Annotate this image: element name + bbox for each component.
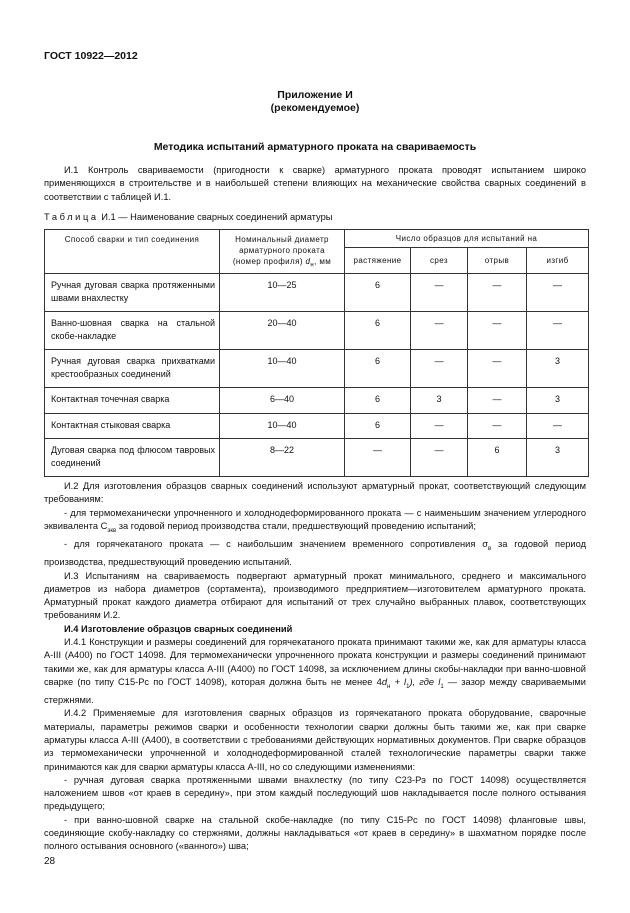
row-diameter: 10—40: [220, 414, 345, 439]
row-method: Контактная стыковая сварка: [45, 414, 220, 439]
table-row: [45, 388, 589, 414]
row-diameter: 8—22: [220, 439, 345, 477]
header-pullout: отрыв: [468, 248, 527, 274]
row-shear: —: [411, 312, 468, 350]
header-diameter: Номинальный диаметр арматурного проката (номер профиля) $d_н$, мм: [220, 230, 345, 274]
row-bend: 3: [527, 439, 589, 477]
body-text: [44, 480, 586, 854]
appendix-subtitle: (рекомендуемое): [270, 102, 360, 114]
table-row: [45, 274, 589, 312]
paragraph-i2-item2: - для горячекатаного проката — с наибольшим значением временного сопротивления $\sigma_в$ за годовой период производства, предшествующий проведению испытаний.: [44, 539, 587, 568]
row-bend: 3: [527, 388, 589, 414]
row-tension: 6: [345, 414, 411, 439]
row-pullout: —: [468, 350, 527, 388]
header-sample-count: Число образцов для испытаний на: [345, 230, 589, 248]
row-bend: —: [527, 312, 589, 350]
paragraph-i2-item1: - для термомеханически упрочненного и холоднодеформированного проката — с наименьшим значением углеродного эквивалента $С_{экв}$ за годовой период производства стали, предшествующий проведению испытаний;: [44, 507, 586, 534]
row-tension: —: [345, 439, 411, 477]
paragraph-i2: И.2 Для изготовления образцов сварных соединений используют арматурный прокат, соответствующий следующим требованиям:: [44, 481, 586, 505]
table-caption-text: И.1 — Наименование сварных соединений арматуры: [101, 212, 333, 222]
table-row: [45, 439, 589, 477]
row-diameter: 10—40: [220, 350, 345, 388]
paragraph-i42: И.4.2 Применяемые для изготовления сварных образцов из горячекатаного проката оборудование, сварочные материалы, параметры режимов сварки и особенности технологии сварки должны быть такими же, как при сварке арматуры класса А-III (А400), в соответствии с требованиями действующих нормативных документов. При сварке образцов из термомеханически упрочненной и холоднодеформированной сталей технологические параметры сварки также принимаются как для сварки арматуры класса А-III, но со следующими изменениями:: [44, 708, 586, 772]
row-pullout: 6: [468, 439, 527, 477]
appendix-title: Приложение И: [277, 89, 353, 101]
row-shear: —: [411, 414, 468, 439]
row-method: Ручная дуговая сварка протяженными швами внахлестку: [45, 274, 220, 312]
row-bend: —: [527, 274, 589, 312]
row-pullout: —: [468, 274, 527, 312]
paragraph-i3: И.3 Испытаниям на свариваемость подвергают арматурный прокат минимального, среднего и максимального диаметров из набора диаметров (сортамента), производимого предприятием—изготовителем арматурного проката. Арматурный прокат каждого диаметра отбирают для испытаний от трех случайно выбранных плавок, соответствующих требованиям И.2.: [44, 570, 586, 621]
row-diameter: 6—40: [220, 388, 345, 414]
page-number: 28: [44, 856, 56, 867]
paragraph-i41: И.4.1 Конструкции и размеры соединений для горячекатаного проката принимают такими же, как для арматуры класса А-III (А400) по ГОСТ 14098. Для термомеханически упрочненного проката конструкции и размеры соединений принимают такими же, как для арматуры класса А-III (А400) по ГОСТ 14098, за исключением длины скобы-накладки при ванно-шовной сварке (по типу С15-Рс по ГОСТ 14098), которая должна быть не менее $4d_н + l_1$), где $l_1$ — зазор между свариваемыми стержнями.: [44, 636, 586, 706]
row-tension: 6: [345, 388, 411, 414]
header-shear: срез: [411, 248, 468, 274]
paragraph-i1: И.1 Контроль свариваемости (пригодности к сварке) арматурного проката проводят испытанием широко применяющихся в строительстве и в наибольшей степени влияющих на механические свойства сварных соединений в соответствии с таблицей И.1.: [44, 165, 586, 202]
paragraph-i42-item1: - ручная дуговая сварка протяженными швами внахлестку (по типу С23-Рэ по ГОСТ 14098) осуществляется наложением швов «от краев в середину», при этом каждый последующий шов накладывается после полного остывания предыдущего;: [44, 774, 586, 812]
header-tension: растяжение: [345, 248, 411, 274]
row-shear: —: [411, 274, 468, 312]
header-method: Способ сварки и тип соединения: [45, 230, 220, 274]
row-tension: 6: [345, 274, 411, 312]
table-row: [45, 350, 589, 388]
row-bend: —: [527, 414, 589, 439]
paragraph-i42-item2: - при ванно-шовной сварке на стальной скобе-накладке (по типу С15-Рс по ГОСТ 14098) фланговые швы, соединяющие скобу-накладку со стержнями, должны накладываться «от краев в середину» в шахматном порядке после полного остывания основного («ванного») шва;: [44, 814, 586, 852]
appendix-heading: [0, 89, 630, 115]
header-bend: изгиб: [527, 248, 589, 274]
row-method: Контактная точечная сварка: [45, 388, 220, 414]
row-tension: 6: [345, 350, 411, 388]
row-shear: —: [411, 350, 468, 388]
table-caption: [44, 212, 332, 222]
row-bend: 3: [527, 350, 589, 388]
section-title: Методика испытаний арматурного проката на свариваемость: [153, 141, 477, 153]
row-tension: 6: [345, 312, 411, 350]
row-diameter: 20—40: [220, 312, 345, 350]
heading-i4: И.4 Изготовление образцов сварных соединений: [64, 623, 293, 634]
row-pullout: —: [468, 312, 527, 350]
row-shear: —: [411, 439, 468, 477]
table-row: [45, 414, 589, 439]
standard-header: ГОСТ 10922—2012: [44, 50, 138, 62]
table-row: [45, 312, 589, 350]
row-shear: 3: [411, 388, 468, 414]
row-diameter: 10—25: [220, 274, 345, 312]
row-method: Ручная дуговая сварка прихватками крестообразных соединений: [45, 350, 220, 388]
row-method: Ванно-шовная сварка на стальной скобе-накладке: [45, 312, 220, 350]
row-pullout: —: [468, 388, 527, 414]
row-pullout: —: [468, 414, 527, 439]
table-caption-prefix: Таблица: [44, 212, 99, 222]
row-method: Дуговая сварка под флюсом тавровых соединений: [45, 439, 220, 477]
welded-joints-table: [44, 229, 589, 477]
